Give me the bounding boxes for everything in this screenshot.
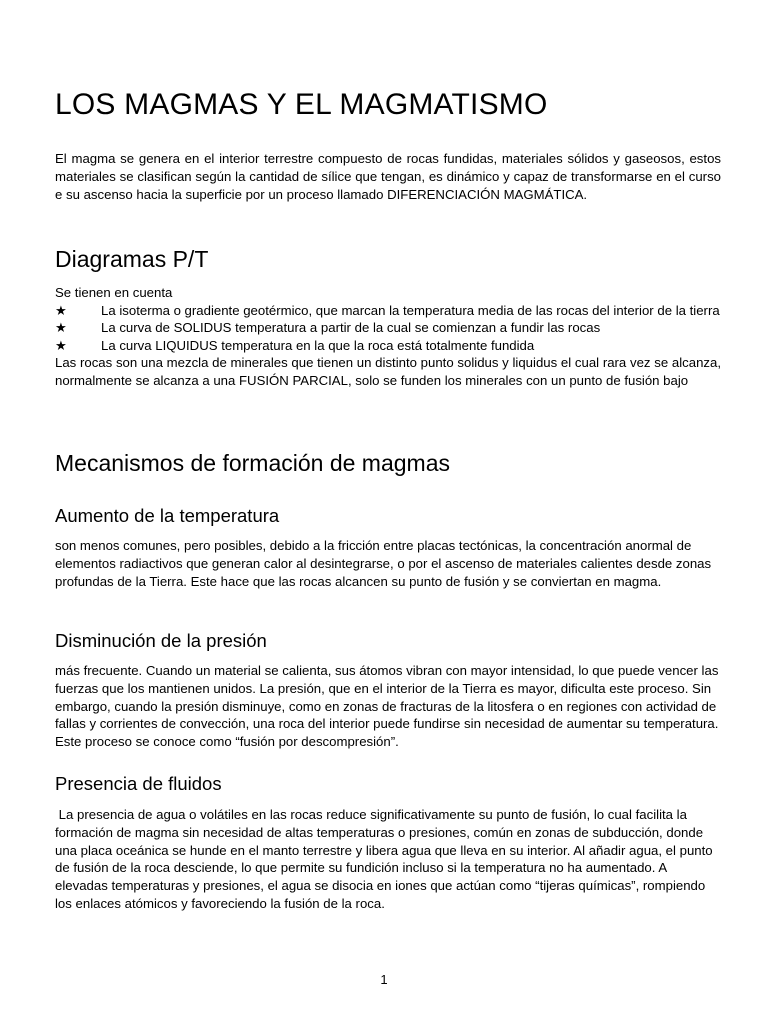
star-icon: ★ — [55, 320, 67, 336]
list-item — [55, 302, 721, 320]
bullet-text: La isoterma o gradiente geotérmico, que marcan la temperatura media de las rocas del interior de la tierra — [101, 302, 720, 318]
page-number: 1 — [380, 972, 388, 987]
document-title: LOS MAGMAS Y EL MAGMATISMO — [55, 88, 548, 121]
disminucion-presion-text: más frecuente. Cuando un material se calienta, sus átomos vibran con mayor intensidad, lo que puede vencer las fuerzas que los mantienen unidos. La presión, que en el interior de la Tierra es mayor, dificulta este proceso. Sin embargo, cuando la presión disminuye, como en zonas de fracturas de la litosfera o en regiones con actividad de fallas y corrientes de convección, una roca del interior puede fundirse sin necesidad de aumentar su temperatura. Este proceso se conoce como “fusión por descompresión”. — [55, 663, 719, 750]
section-heading-mecanismos: Mecanismos de formación de magmas — [55, 450, 450, 476]
presencia-fluidos-text: La presencia de agua o volátiles en las rocas reduce significativamente su punto de fusión, lo cual facilita la formación de magma sin necesidad de altas temperaturas o presiones, común en zonas de subducción, donde una placa oceánica se hunde en el manto terrestre y libera agua que lleva en su interior. Al añadir agua, el punto de fusión de la roca desciende, lo que permite su fundición incluso si la temperatura no ha aumentado. A elevadas temperaturas y presiones, el agua se disocia en iones que actúan como “tijeras químicas”, rompiendo los enlaces atómicos y favoreciendo la fusión de la roca. — [55, 807, 717, 911]
intro-paragraph: El magma se genera en el interior terrestre compuesto de rocas fundidas, materiales sólidos y gaseosos, estos materiales se clasifican según la cantidad de sílice que tengan, es dinámico y capaz de transformarse en el curso e su ascenso hacia la superficie por un proceso llamado DIFERENCIACIÓN MAGMÁTICA. — [55, 151, 721, 202]
diagramas-closing: Las rocas son una mezcla de minerales que tienen un distinto punto solidus y liquidus el cual rara vez se alcanza, normalmente se alcanza a una FUSIÓN PARCIAL, solo se funden los minerales con un punto de fusión bajo — [55, 355, 721, 388]
aumento-temperatura-text: son menos comunes, pero posibles, debido a la fricción entre placas tectónicas, la concentración anormal de elementos radiactivos que generan calor al desintegrarse, o por el ascenso de materiales calientes desde zonas profundas de la Tierra. Este hace que las rocas alcancen su punto de fusión y se conviertan en magma. — [55, 538, 712, 589]
star-icon: ★ — [55, 337, 67, 353]
star-icon: ★ — [55, 302, 67, 318]
diagramas-lead: Se tienen en cuenta — [55, 285, 173, 300]
bullet-text: La curva de SOLIDUS temperatura a partir de la cual se comienzan a fundir las rocas — [101, 320, 601, 336]
subheading-presencia-fluidos: Presencia de fluidos — [55, 773, 222, 794]
list-item — [55, 319, 721, 337]
bullet-text: La curva LIQUIDUS temperatura en la que la roca está totalmente fundida — [101, 337, 535, 353]
section-heading-diagramas: Diagramas P/T — [55, 246, 209, 272]
subheading-disminucion-presion: Disminución de la presión — [55, 630, 267, 651]
diagramas-content — [55, 284, 721, 390]
subheading-aumento-temperatura: Aumento de la temperatura — [55, 505, 280, 526]
list-item — [55, 337, 721, 355]
